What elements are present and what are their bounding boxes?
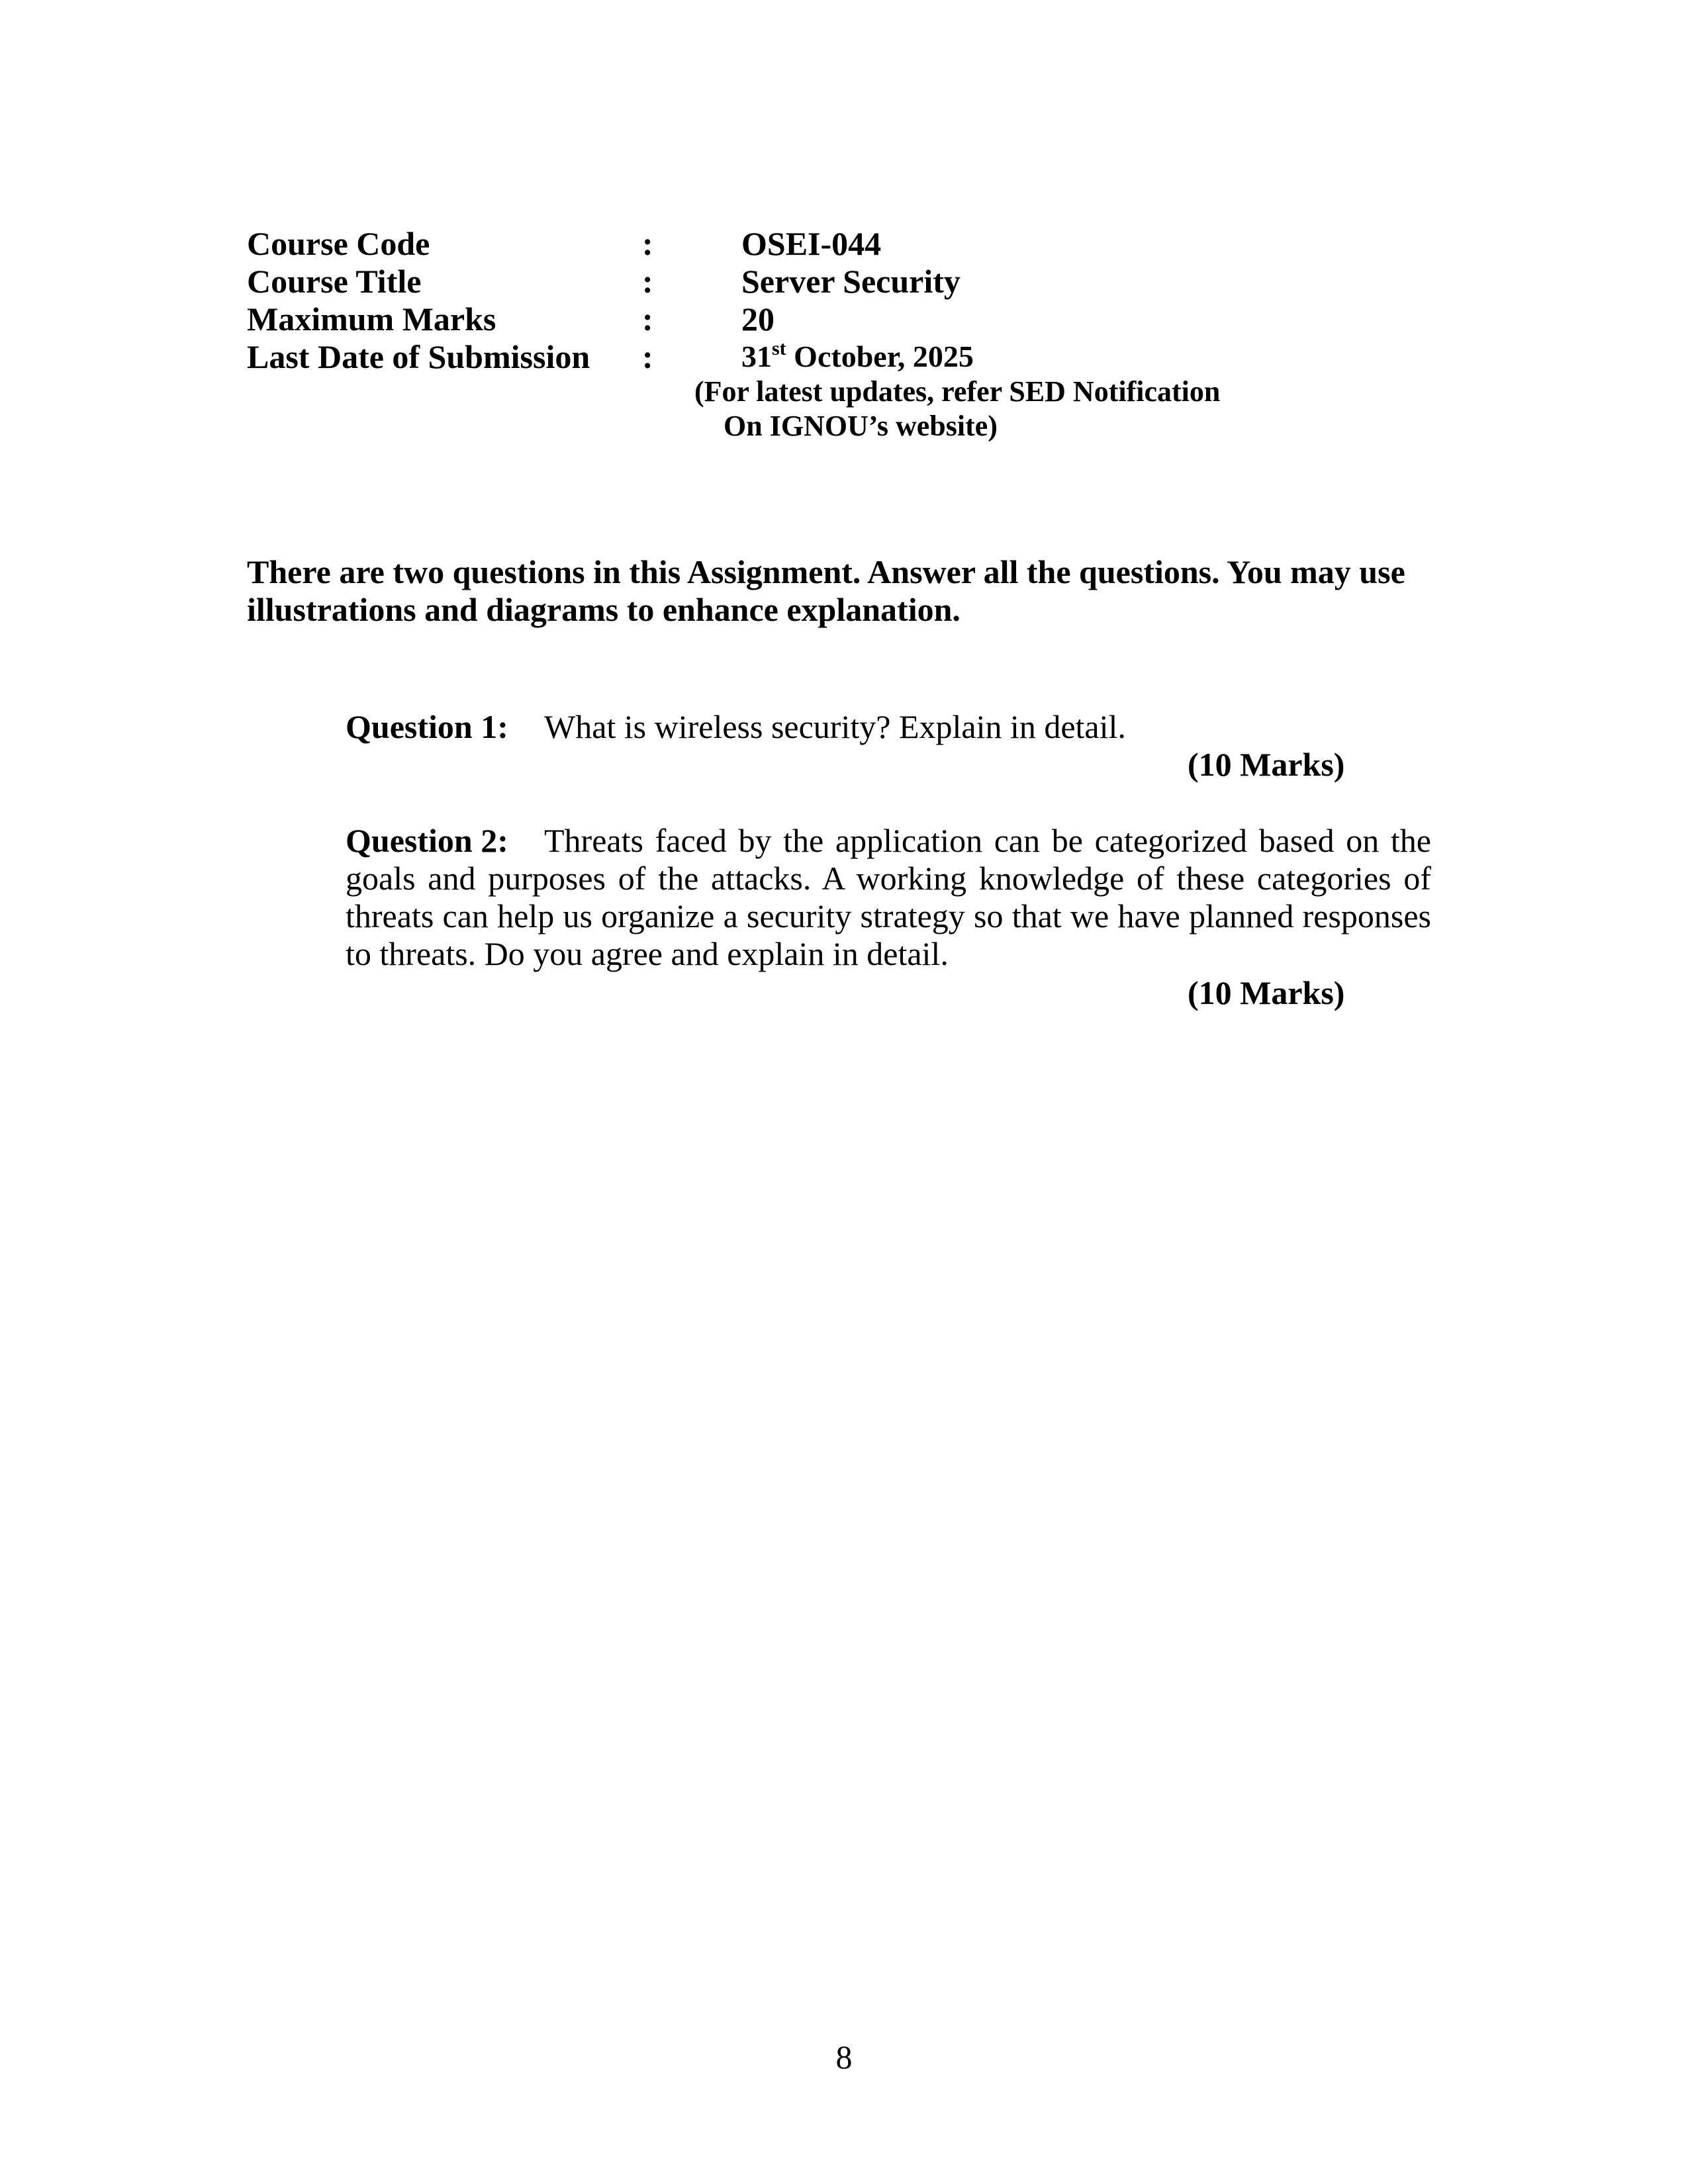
submission-date-month-year: October, 2025 bbox=[786, 340, 974, 373]
submission-date-label: Last Date of Submission bbox=[247, 338, 590, 375]
maximum-marks-colon: : bbox=[642, 300, 653, 338]
course-code-label: Course Code bbox=[247, 225, 430, 262]
question-2-label: Question 2: bbox=[346, 822, 508, 859]
course-title-label: Course Title bbox=[247, 263, 422, 300]
question-1-label: Question 1: bbox=[346, 708, 508, 745]
page-number: 8 bbox=[835, 2038, 853, 2075]
question-2-text: Threats faced by the application can be categorized based on the goals and purposes of the attacks. A working knowledge of these categories of threats can help us organize a security strategy so that we have planned responses to threats. Do you agree and explain in detail. bbox=[346, 822, 1431, 972]
submission-date-ordinal: st bbox=[772, 338, 786, 359]
assignment-instructions: There are two questions in this Assignment. Answer all the questions. You may use illustrations and diagrams to enhance explanation. bbox=[247, 553, 1405, 628]
course-title-value: Server Security bbox=[741, 263, 961, 300]
maximum-marks-label: Maximum Marks bbox=[247, 300, 496, 338]
course-code-colon: : bbox=[642, 225, 653, 262]
question-1 bbox=[346, 708, 1431, 746]
update-note-line-2: On IGNOU’s website) bbox=[724, 410, 998, 442]
question-2 bbox=[346, 822, 1431, 973]
course-code-value: OSEI-044 bbox=[741, 225, 882, 262]
submission-date-value bbox=[741, 338, 974, 375]
question-1-marks: (10 Marks) bbox=[1188, 746, 1345, 783]
question-1-text: What is wireless security? Explain in detail. bbox=[544, 708, 1126, 745]
maximum-marks-value: 20 bbox=[741, 300, 774, 338]
course-title-colon: : bbox=[642, 263, 653, 300]
update-note-line-1: (For latest updates, refer SED Notification bbox=[694, 375, 1221, 408]
submission-date-colon: : bbox=[642, 338, 653, 375]
question-2-marks: (10 Marks) bbox=[1188, 974, 1345, 1011]
submission-date-day: 31 bbox=[741, 340, 772, 373]
